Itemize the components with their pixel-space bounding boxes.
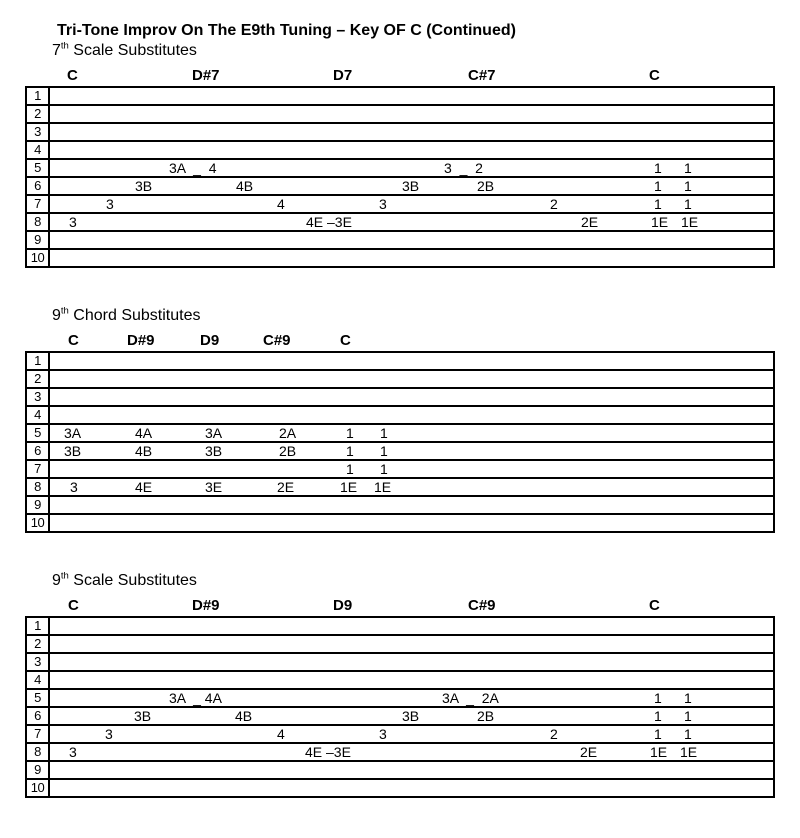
chord-label: C — [340, 332, 351, 349]
chord-label: C — [68, 332, 79, 349]
table-row — [27, 230, 773, 248]
chord-label: D7 — [333, 67, 353, 84]
row-content — [50, 515, 773, 531]
string-number: 7 — [27, 726, 50, 742]
table-row — [27, 513, 773, 531]
tab-cell: 3B — [205, 443, 223, 459]
string-number: 9 — [27, 232, 50, 248]
row-content — [50, 690, 773, 706]
tab-cell: 1 — [684, 708, 692, 724]
table-row — [27, 706, 773, 724]
heading-text: Scale Substitutes — [68, 42, 197, 59]
row-content — [50, 88, 773, 104]
tab-cell: 2E — [277, 479, 295, 495]
row-content — [50, 389, 773, 405]
string-number: 6 — [27, 443, 50, 459]
tab-cell: 1 — [346, 461, 354, 477]
table-row — [27, 441, 773, 459]
row-content — [50, 250, 773, 266]
tab-cell: 1E — [340, 479, 358, 495]
string-number: 10 — [27, 780, 50, 796]
string-number: 6 — [27, 178, 50, 194]
tab-table — [25, 351, 775, 533]
tab-cell: 4E –3E — [305, 744, 351, 760]
section-heading — [52, 307, 800, 325]
tab-cell: 1E — [651, 214, 669, 230]
tab-cell: 1 — [684, 690, 692, 706]
chord-label: C#7 — [468, 67, 496, 84]
chord-label: D9 — [333, 597, 353, 614]
tab-cell: 4E — [135, 479, 153, 495]
string-number: 1 — [27, 618, 50, 634]
page-title: Tri-Tone Improv On The E9th Tuning – Key OF C (Continued) — [57, 22, 516, 39]
row-content — [50, 762, 773, 778]
string-number: 3 — [27, 654, 50, 670]
tab-cell: 3A _ 4A — [169, 690, 222, 706]
table-row — [27, 104, 773, 122]
table-row — [27, 778, 773, 796]
tab-cell: 1 — [346, 425, 354, 441]
row-content — [50, 196, 773, 212]
tab-table — [25, 616, 775, 798]
tab-cell: 1E — [681, 214, 699, 230]
table-row — [27, 459, 773, 477]
tab-cell: 1 — [380, 425, 388, 441]
string-number: 8 — [27, 214, 50, 230]
tab-cell: 1 — [380, 443, 388, 459]
chord-label: D#9 — [192, 597, 220, 614]
tab-cell: 2 — [550, 196, 558, 212]
string-number: 8 — [27, 479, 50, 495]
tab-cell: 1 — [654, 196, 662, 212]
table-row — [27, 387, 773, 405]
chord-label: C — [649, 67, 660, 84]
tab-cell: 3A _ 4 — [169, 160, 217, 176]
tab-cell: 2B — [279, 443, 297, 459]
table-row — [27, 760, 773, 778]
tab-cell: 1 — [684, 726, 692, 742]
tab-cell: 2E — [581, 214, 599, 230]
tab-cell: 3 — [70, 479, 78, 495]
row-content — [50, 124, 773, 140]
string-number: 2 — [27, 106, 50, 122]
table-row — [27, 742, 773, 760]
chord-label: D#9 — [127, 332, 155, 349]
tab-cell: 1 — [654, 690, 662, 706]
table-row — [27, 158, 773, 176]
table-row — [27, 670, 773, 688]
heading-text: Scale Substitutes — [68, 572, 197, 589]
chord-label: C — [67, 67, 78, 84]
tab-cell: 3 — [379, 726, 387, 742]
table-row — [27, 353, 773, 369]
table-row — [27, 477, 773, 495]
row-content — [50, 672, 773, 688]
chord-label: D#7 — [192, 67, 220, 84]
table-row — [27, 495, 773, 513]
row-content — [50, 636, 773, 652]
table-row — [27, 194, 773, 212]
tab-cell: 1 — [654, 726, 662, 742]
tab-cell: 3 — [379, 196, 387, 212]
tab-cell: 1 — [654, 178, 662, 194]
tab-cell: 1 — [684, 196, 692, 212]
section-heading — [52, 572, 800, 590]
row-content — [50, 160, 773, 176]
tab-cell: 2A — [279, 425, 297, 441]
string-number: 3 — [27, 389, 50, 405]
table-row — [27, 724, 773, 742]
section-7th-scale-substitutes — [0, 42, 800, 268]
row-content — [50, 142, 773, 158]
string-number: 4 — [27, 142, 50, 158]
row-content — [50, 353, 773, 369]
chord-row — [25, 590, 775, 616]
row-content — [50, 178, 773, 194]
chord-row — [25, 325, 775, 351]
section-9th-scale-substitutes — [0, 572, 800, 798]
string-number: 7 — [27, 461, 50, 477]
string-number: 5 — [27, 160, 50, 176]
tab-cell: 3B — [135, 178, 153, 194]
table-row — [27, 618, 773, 634]
heading-superscript: th — [60, 305, 69, 317]
tab-cell: 3 — [69, 214, 77, 230]
tab-cell: 4 — [277, 196, 285, 212]
chord-label: C — [68, 597, 79, 614]
tab-cell: 2 — [550, 726, 558, 742]
tab-cell: 1 — [654, 708, 662, 724]
chord-label: C#9 — [263, 332, 291, 349]
tab-cell: 4B — [236, 178, 254, 194]
sections-container — [0, 42, 800, 798]
row-content — [50, 407, 773, 423]
heading-text: Chord Substitutes — [68, 307, 201, 324]
string-number: 4 — [27, 672, 50, 688]
row-content — [50, 443, 773, 459]
string-number: 10 — [27, 515, 50, 531]
tab-cell: 3 — [69, 744, 77, 760]
string-number: 7 — [27, 196, 50, 212]
string-number: 9 — [27, 497, 50, 513]
string-number: 5 — [27, 690, 50, 706]
heading-text: 9 — [52, 572, 61, 589]
tab-cell: 2B — [477, 178, 495, 194]
tab-cell: 3B — [402, 178, 420, 194]
tab-cell: 1 — [654, 160, 662, 176]
tab-cell: 4 — [277, 726, 285, 742]
string-number: 5 — [27, 425, 50, 441]
heading-text: 9 — [52, 307, 61, 324]
chord-label: C#9 — [468, 597, 496, 614]
tab-cell: 3A — [205, 425, 223, 441]
row-content — [50, 214, 773, 230]
chord-label: D9 — [200, 332, 220, 349]
tab-cell: 3E — [205, 479, 223, 495]
row-content — [50, 371, 773, 387]
tab-cell: 1 — [684, 178, 692, 194]
tab-cell: 1E — [374, 479, 392, 495]
string-number: 3 — [27, 124, 50, 140]
table-row — [27, 122, 773, 140]
row-content — [50, 618, 773, 634]
tab-cell: 2B — [477, 708, 495, 724]
row-content — [50, 726, 773, 742]
row-content — [50, 497, 773, 513]
chord-label: C — [649, 597, 660, 614]
tab-cell: 1 — [346, 443, 354, 459]
tab-cell: 3B — [64, 443, 82, 459]
tab-cell: 1 — [380, 461, 388, 477]
table-row — [27, 88, 773, 104]
table-row — [27, 423, 773, 441]
row-content — [50, 106, 773, 122]
string-number: 10 — [27, 250, 50, 266]
chord-row — [25, 60, 775, 86]
row-content — [50, 461, 773, 477]
table-row — [27, 248, 773, 266]
table-row — [27, 405, 773, 423]
heading-superscript: th — [60, 40, 69, 52]
table-row — [27, 212, 773, 230]
tab-table — [25, 86, 775, 268]
tab-cell: 3 — [105, 726, 113, 742]
tab-cell: 1 — [684, 160, 692, 176]
tab-cell: 4B — [135, 443, 153, 459]
row-content — [50, 232, 773, 248]
tab-cell: 3A _ 2A — [442, 690, 499, 706]
tab-cell: 4E –3E — [306, 214, 352, 230]
row-content — [50, 479, 773, 495]
string-number: 8 — [27, 744, 50, 760]
table-row — [27, 176, 773, 194]
string-number: 2 — [27, 636, 50, 652]
section-9th-chord-substitutes — [0, 307, 800, 533]
table-row — [27, 634, 773, 652]
tab-cell: 4B — [235, 708, 253, 724]
string-number: 2 — [27, 371, 50, 387]
tab-cell: 3 _ 2 — [444, 160, 483, 176]
heading-superscript: th — [60, 570, 69, 582]
tab-cell: 1E — [650, 744, 668, 760]
string-number: 6 — [27, 708, 50, 724]
table-row — [27, 688, 773, 706]
row-content — [50, 708, 773, 724]
tab-cell: 3 — [106, 196, 114, 212]
row-content — [50, 425, 773, 441]
heading-text: 7 — [52, 42, 61, 59]
row-content — [50, 654, 773, 670]
tab-cell: 3B — [402, 708, 420, 724]
string-number: 1 — [27, 88, 50, 104]
tab-cell: 3A — [64, 425, 82, 441]
section-heading — [52, 42, 800, 60]
tab-cell: 1E — [680, 744, 698, 760]
table-row — [27, 652, 773, 670]
string-number: 4 — [27, 407, 50, 423]
row-content — [50, 780, 773, 796]
string-number: 1 — [27, 353, 50, 369]
tab-cell: 2E — [580, 744, 598, 760]
table-row — [27, 140, 773, 158]
string-number: 9 — [27, 762, 50, 778]
table-row — [27, 369, 773, 387]
tab-cell: 4A — [135, 425, 153, 441]
row-content — [50, 744, 773, 760]
tab-cell: 3B — [134, 708, 152, 724]
